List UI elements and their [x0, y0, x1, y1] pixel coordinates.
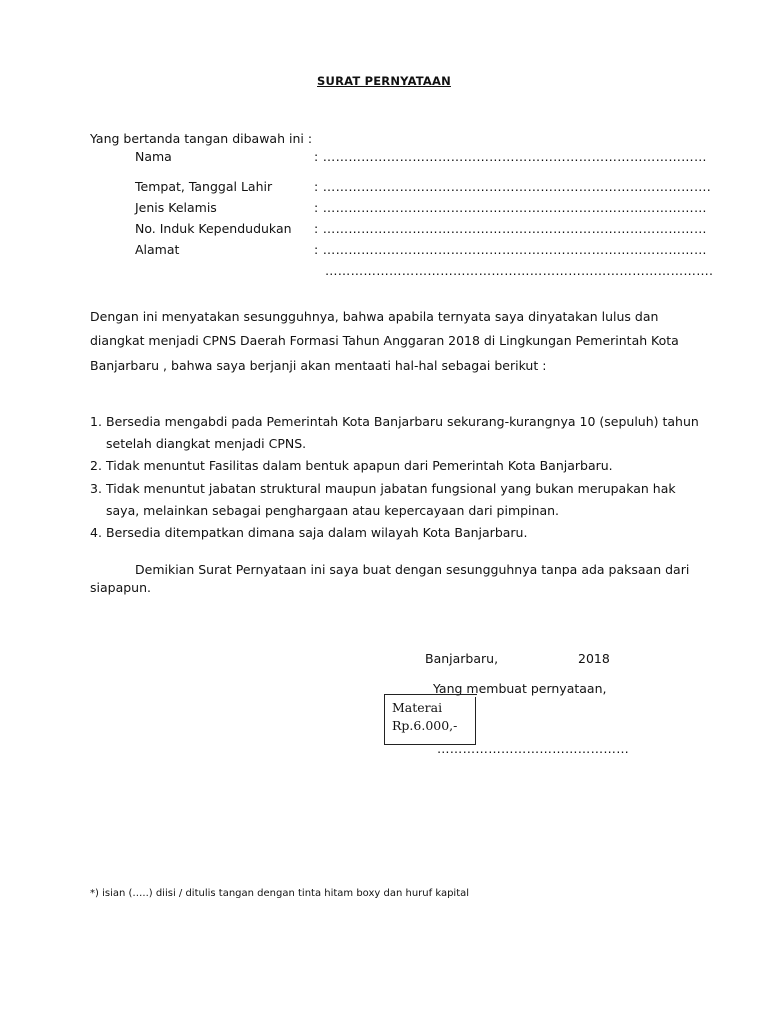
paragraph-word: menjadi — [148, 333, 199, 348]
field-label-jenis-kelamin: Jenis Kelamis — [135, 200, 217, 215]
paragraph-line-2 — [90, 333, 679, 348]
field-value-nik: : ……………………………………………………………………………… — [314, 221, 707, 236]
field-value-alamat: : ……………………………………………………………………………… — [314, 242, 707, 257]
intro-text: Yang bertanda tangan dibawah ini : — [90, 131, 313, 146]
paragraph-word: Anggaran — [383, 333, 445, 348]
list-item-1-line-1: Bersedia mengabdi pada Pemerintah Kota Banjarbaru sekurang-kurangnya 10 (sepuluh) tahun — [106, 414, 699, 429]
footnote: *) isian (…..) diisi / ditulis tangan dengan tinta hitam boxy dan huruf kapital — [90, 888, 470, 899]
list-item-3-line-2: saya, melainkan sebagai penghargaan atau kepercayaan dari pimpinan. — [106, 503, 560, 518]
signature-city: Banjarbaru, — [425, 651, 499, 666]
list-number-4: 4. — [90, 525, 102, 540]
paragraph-word: diangkat — [90, 333, 145, 348]
paragraph-word: 2018 — [448, 333, 480, 348]
stamp-box-right-edge — [475, 697, 476, 745]
field-label-nama: Nama — [135, 149, 172, 164]
closing-line-1: Demikian Surat Pernyataan ini saya buat dengan sesungguhnya tanpa ada paksaan dari — [135, 562, 690, 577]
paragraph-word: Formasi — [289, 333, 339, 348]
list-number-3: 3. — [90, 481, 102, 496]
field-value-nama: : ……………………………………………………………………………… — [314, 149, 707, 164]
paragraph-word: Tahun — [342, 333, 380, 348]
signature-name-line: ……………………………………… — [437, 741, 629, 756]
list-item-4-line-1: Bersedia ditempatkan dimana saja dalam wilayah Kota Banjarbaru. — [106, 525, 528, 540]
paragraph-word: Kota — [651, 333, 679, 348]
paragraph-word: Daerah — [240, 333, 286, 348]
document-title: SURAT PERNYATAAN — [317, 74, 451, 88]
list-number-2: 2. — [90, 458, 102, 473]
paragraph-line-3: Banjarbaru , bahwa saya berjanji akan mentaati hal-hal sebagai berikut : — [90, 358, 547, 373]
signature-maker: Yang membuat pernyataan, — [433, 681, 607, 696]
field-value-ttl: : ………………………………………………………………………………. — [314, 179, 712, 194]
list-item-2-line-1: Tidak menuntut Fasilitas dalam bentuk apapun dari Pemerintah Kota Banjarbaru. — [106, 458, 613, 473]
paragraph-line-1: Dengan ini menyatakan sesungguhnya, bahwa apabila ternyata saya dinyatakan lulus dan — [90, 309, 659, 324]
stamp-label: Materai — [392, 700, 443, 715]
paragraph-word: Lingkungan — [499, 333, 572, 348]
paragraph-word: di — [483, 333, 496, 348]
paragraph-word: CPNS — [202, 333, 237, 348]
field-label-ttl: Tempat, Tanggal Lahir — [135, 179, 273, 194]
field-value-alamat-continuation: ………………………………………………………………………………. — [325, 263, 714, 278]
paragraph-word: Pemerintah — [575, 333, 648, 348]
field-label-nik: No. Induk Kependudukan — [135, 221, 292, 236]
list-item-3-line-1: Tidak menuntut jabatan struktural maupun jabatan fungsional yang bukan merupakan hak — [106, 481, 676, 496]
list-number-1: 1. — [90, 414, 102, 429]
closing-line-2: siapapun. — [90, 580, 151, 595]
field-label-alamat: Alamat — [135, 242, 180, 257]
signature-year: 2018 — [578, 651, 610, 666]
list-item-1-line-2: setelah diangkat menjadi CPNS. — [106, 436, 307, 451]
stamp-value: Rp.6.000,- — [392, 718, 458, 733]
field-value-jenis-kelamin: : ……………………………………………………………………………… — [314, 200, 707, 215]
